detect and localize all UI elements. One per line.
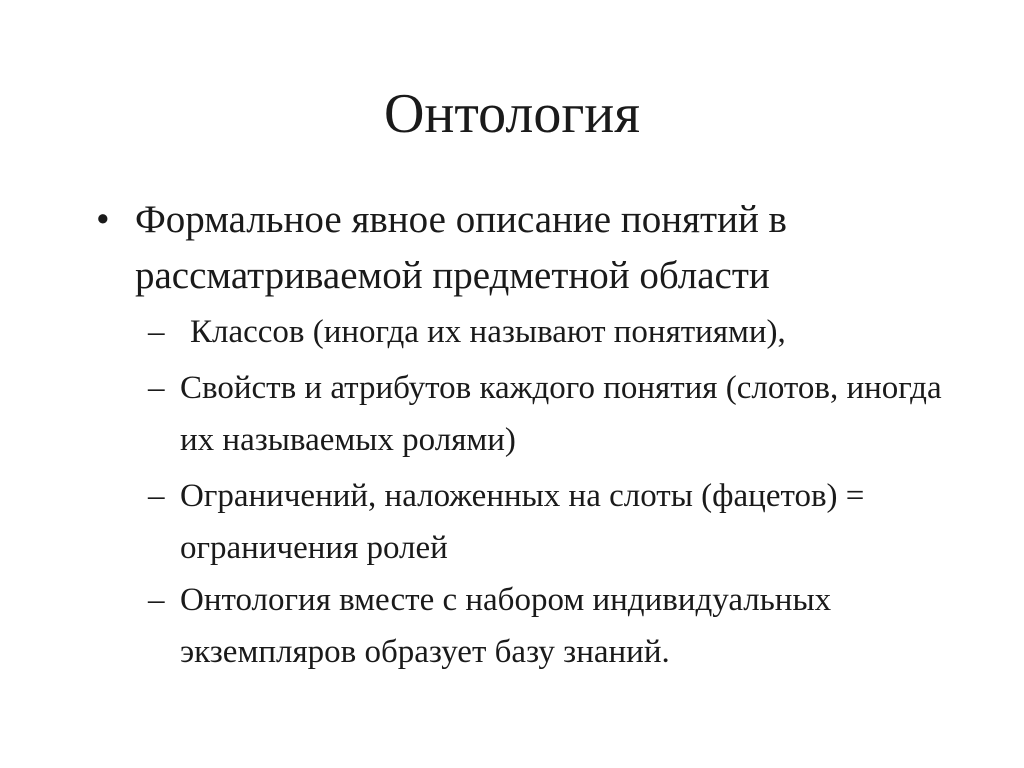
sub-item-text: Ограничений, наложенных на слоты (фацетов) = ограничения ролей (180, 478, 865, 566)
sub-item-marker: – (148, 370, 165, 406)
sub-item-text: Онтология вместе с набором индивидуальных экземпляров образует базу знаний. (180, 582, 832, 670)
sub-item-text: Классов (иногда их называют понятиями), (190, 314, 786, 350)
slide-title: Онтология (383, 83, 641, 145)
bullet-marker: • (96, 198, 110, 241)
sub-item-marker: – (148, 314, 165, 350)
bullet-text: Формальное явное описание понятий в рассматриваемой предметной области (135, 198, 787, 297)
sub-item-marker: – (148, 478, 165, 514)
sub-item-text: Свойств и атрибутов каждого понятия (слотов, иногда их называемых ролями) (180, 370, 942, 458)
sub-item-marker: – (148, 582, 165, 618)
